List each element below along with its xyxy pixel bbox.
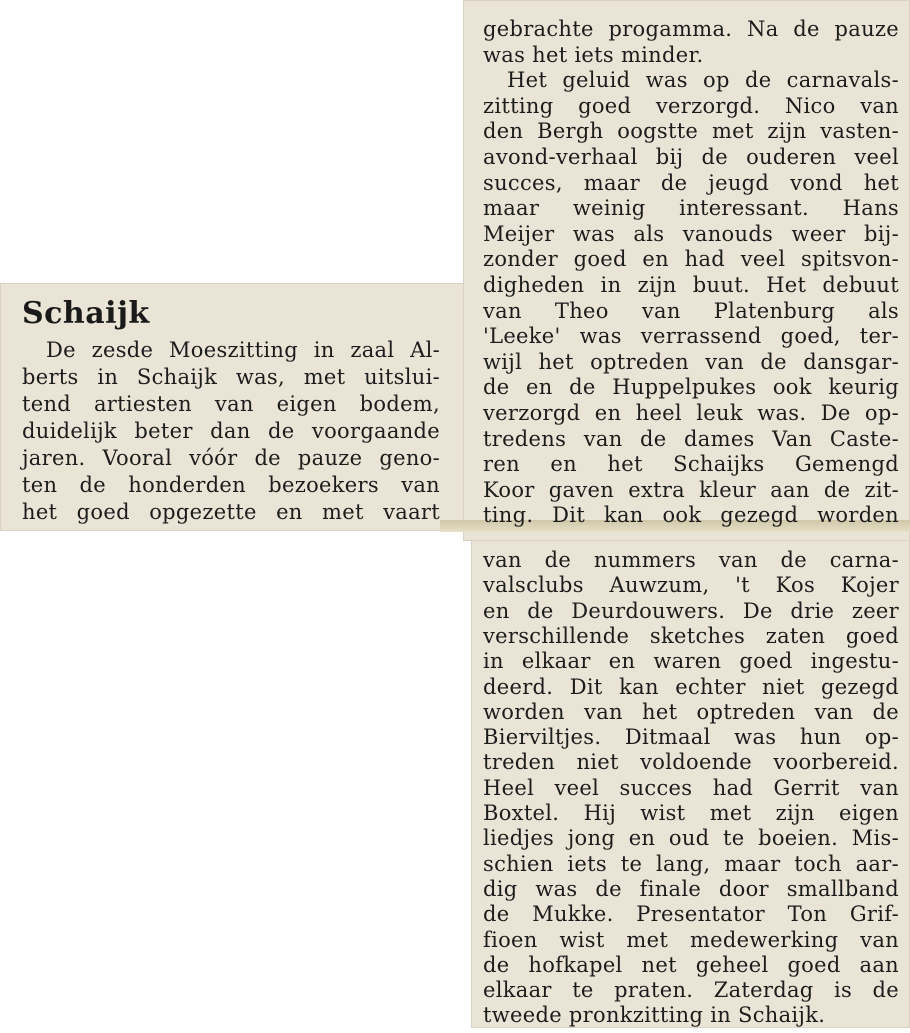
text-line: de en de Huppelpukes ook keurig — [483, 375, 899, 400]
text-line: tweede pronkzitting in Schaijk. — [483, 1003, 826, 1028]
text-line: van Theo van Platenburg als — [483, 298, 899, 323]
text-line: ting. Dit kan ook gezegd worden — [483, 503, 899, 528]
text-line: liedjes jong en oud te boeien. Mis- — [483, 826, 899, 851]
text-line: Boxtel. Hij wist met zijn eigen — [483, 801, 899, 825]
text-line: tend artiesten van eigen bodem, — [22, 392, 440, 416]
text-line: was het iets minder. — [483, 42, 704, 67]
text-line: schien iets te lang, maar toch aar- — [483, 851, 899, 876]
text-line: Koor gaven extra kleur aan de zit- — [483, 477, 899, 502]
text-line: van de nummers van de carna- — [483, 548, 899, 572]
text-line: in elkaar en waren goed ingestu- — [483, 649, 899, 674]
text-line: maar weinig interessant. Hans — [483, 196, 899, 221]
article-column-right-bottom — [483, 547, 899, 1027]
text-line: berts in Schaijk was, met uitslui- — [22, 365, 440, 389]
text-line: succes, maar de jeugd vond het — [483, 170, 899, 195]
text-line: 'Leeke' was verrassend goed, ter- — [483, 324, 899, 349]
text-line: De zesde Moeszitting in zaal Al- — [46, 338, 440, 362]
text-line: treden niet voldoende voorbereid. — [483, 750, 899, 775]
text-line: ten de honderden bezoekers van — [22, 473, 440, 497]
text-line: elkaar te praten. Zaterdag is de — [483, 978, 899, 1003]
text-line: digheden in zijn buut. Het debuut — [483, 273, 899, 297]
text-line: deerd. Dit kan echter niet gezegd — [483, 674, 899, 699]
text-line: zitting goed verzorgd. Nico van — [483, 93, 899, 118]
text-line: ren en het Schaijks Gemengd — [483, 452, 899, 477]
text-line: worden van het optreden van de — [483, 699, 899, 724]
text-line: Heel veel succes had Gerrit van — [483, 775, 899, 800]
text-line: het goed opgezette en met vaart — [22, 500, 440, 524]
article-column-right-top — [483, 16, 899, 526]
text-line: den Bergh oogstte met zijn vasten- — [483, 119, 899, 144]
text-line: duidelijk beter dan de voorgaande — [22, 419, 440, 443]
text-line: Meijer was als vanouds weer bij- — [483, 221, 899, 246]
text-line: zonder goed en had veel spitsvon- — [483, 247, 899, 272]
text-line: gebrachte progamma. Na de pauze — [483, 17, 899, 41]
text-line: Bierviltjes. Ditmaal was hun op- — [483, 725, 899, 750]
text-line: jaren. Vooral vóór de pauze geno- — [22, 446, 440, 470]
text-line: de hofkapel net geheel goed aan — [483, 952, 899, 977]
text-line: verzorgd en heel leuk was. De op- — [483, 401, 899, 425]
text-line: valsclubs Auwzum, 't Kos Kojer — [483, 573, 899, 598]
text-line: wijl het optreden van de dansgar- — [483, 349, 899, 374]
text-line: fioen wist met medewerking van — [483, 927, 899, 952]
article-heading: Schaijk — [22, 296, 150, 331]
text-line: avond-verhaal bij de ouderen veel — [483, 145, 899, 169]
text-line: de Mukke. Presentator Ton Grif- — [483, 902, 899, 927]
text-line: tredens van de dames Van Caste- — [483, 426, 899, 451]
text-line: Het geluid was op de carnavals- — [507, 68, 899, 93]
text-line: en de Deurdouwers. De drie zeer — [483, 598, 899, 623]
text-line: dig was de finale door smallband — [483, 876, 899, 901]
article-column-left — [22, 337, 440, 527]
text-line: verschillende sketches zaten goed — [483, 623, 899, 648]
